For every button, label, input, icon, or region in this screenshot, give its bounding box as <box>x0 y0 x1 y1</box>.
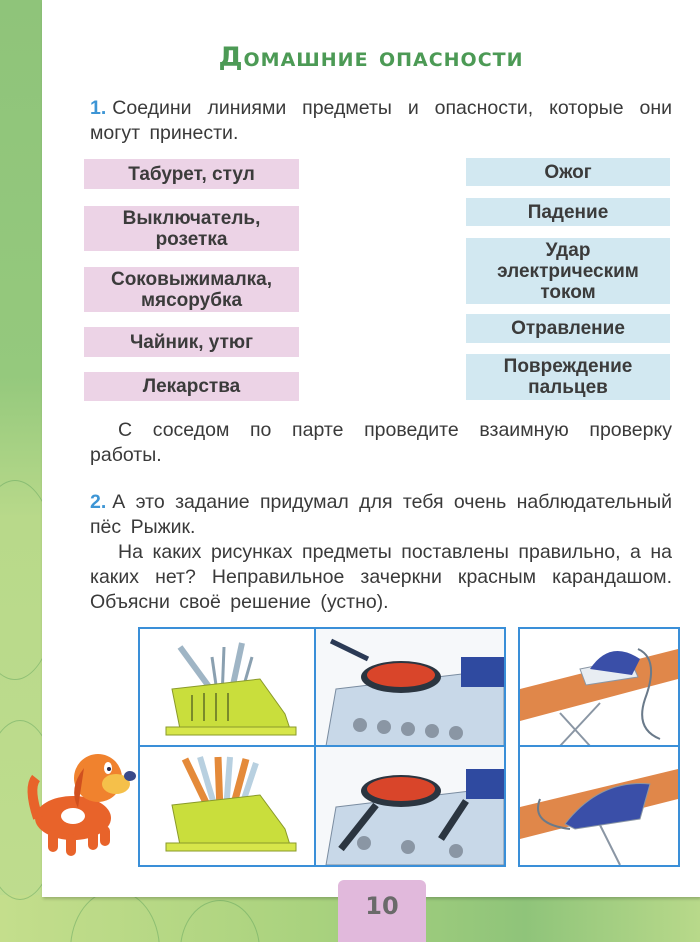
item-box[interactable]: Соковыжималка, мясорубка <box>84 267 299 312</box>
cutlery-handles-up <box>166 757 296 851</box>
danger-box[interactable]: Отравление <box>466 314 670 343</box>
picture-cutlery[interactable] <box>138 627 320 867</box>
textbook-page <box>42 0 700 920</box>
iron-illustration <box>520 629 678 865</box>
task-number: 1. <box>90 97 107 119</box>
picture-stove[interactable] <box>314 627 506 867</box>
page-title: Домашние опасности <box>218 42 524 73</box>
task1-note: С соседом по парте проведите взаимную проверку работы. <box>90 419 672 466</box>
stove-illustration <box>316 629 504 865</box>
cutlery-blades-up <box>166 643 296 735</box>
item-box[interactable]: Выключатель, розетка <box>84 206 299 251</box>
task-number: 2. <box>90 491 107 513</box>
item-box[interactable]: Лекарства <box>84 372 299 401</box>
picture-iron[interactable] <box>518 627 680 867</box>
danger-box[interactable]: Повреждение пальцев <box>466 354 670 400</box>
item-box[interactable]: Табурет, стул <box>84 159 299 189</box>
dog-mascot-ryzhik <box>18 738 138 868</box>
page-number: 10 <box>338 880 426 942</box>
danger-box[interactable]: Ожог <box>466 158 670 186</box>
danger-box[interactable]: Удар электрическим током <box>466 238 670 304</box>
item-box[interactable]: Чайник, утюг <box>84 327 299 357</box>
task1-text: 1. Соедини линиями предметы и опасности, которые они могут принести. <box>90 97 672 144</box>
cutlery-rack-illustration <box>140 629 318 865</box>
task2-question: На каких рисунках предметы поставлены правильно, а на каких нет? Неправильное зачеркни красным карандашом. Объясни своё решение (устно). <box>90 541 672 613</box>
danger-box[interactable]: Падение <box>466 198 670 226</box>
task2-text: 2. А это задание придумал для тебя очень наблюдательный пёс Рыжик. <box>90 491 672 538</box>
